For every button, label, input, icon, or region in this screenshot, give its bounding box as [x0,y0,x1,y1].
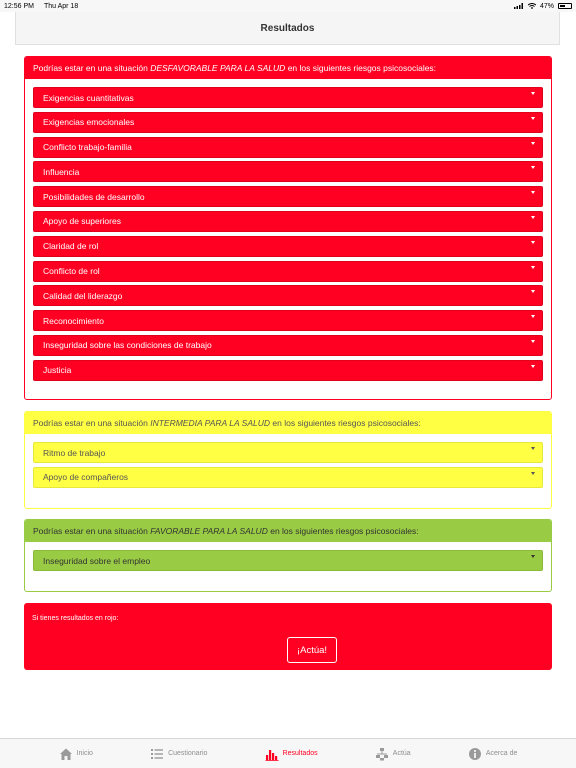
risk-item-label: Inseguridad sobre el empleo [43,555,151,566]
risk-item-label: Exigencias cuantitativas [43,92,134,103]
risk-item-label: Influencia [43,166,80,177]
favorable-heading [25,520,551,542]
status-right [514,3,572,10]
risk-item-label: Inseguridad sobre las condiciones de trabajo [43,340,212,351]
unfavorable-heading-emphasis: DESFAVORABLE PARA LA SALUD [150,63,286,73]
unfavorable-heading-suffix: en los siguientes riesgos psicosociales: [287,63,437,73]
unfavorable-heading-prefix: Podrías estar en una situación [33,63,148,73]
caret-down-icon [531,290,535,293]
risk-item-apoyo-companeros[interactable] [33,467,543,488]
favorable-heading-emphasis: FAVORABLE PARA LA SALUD [150,526,268,536]
risk-item-claridad-rol[interactable] [33,236,543,257]
act-callout [24,603,552,670]
risk-item-label: Conflicto trabajo-familia [43,142,132,153]
caret-down-icon [531,266,535,269]
tab-cuestionario[interactable] [150,747,207,761]
tab-inicio[interactable] [59,747,93,761]
risk-item-calidad-liderazgo[interactable] [33,285,543,306]
risk-item-apoyo-superiores[interactable] [33,211,543,232]
act-callout-message: Si tienes resultados en rojo: [32,615,119,622]
caret-down-icon [531,555,535,558]
risk-item-ritmo-trabajo[interactable] [33,442,543,463]
risk-item-exigencias-cuantitativas[interactable] [33,87,543,108]
intermediate-heading-emphasis: INTERMEDIA PARA LA SALUD [150,418,271,428]
risk-item-inseguridad-empleo[interactable] [33,550,543,571]
tab-label: Cuestionario [168,750,208,757]
favorable-list [25,542,551,571]
intermediate-panel [24,411,552,509]
caret-down-icon [531,315,535,318]
intermediate-list [25,434,551,488]
risk-item-posibilidades-desarrollo[interactable] [33,186,543,207]
risk-item-label: Apoyo de compañeros [43,472,129,483]
risk-item-justicia[interactable] [33,360,543,381]
caret-down-icon [531,365,535,368]
risk-item-conflicto-rol[interactable] [33,261,543,282]
favorable-heading-suffix: en los siguientes riesgos psicosociales: [270,526,419,536]
tab-label: Inicio [76,750,93,757]
caret-down-icon [531,166,535,169]
tab-label: Resultados [282,750,318,757]
status-bar [0,0,576,12]
battery-percent: 47% [539,2,554,10]
caret-down-icon [531,92,535,95]
risk-item-label: Calidad del liderazgo [43,290,123,301]
unfavorable-list [25,79,551,381]
nav-bar [15,12,560,45]
caret-down-icon [531,340,535,343]
caret-down-icon [531,241,535,244]
caret-down-icon [531,216,535,219]
status-time: 12:56 PM [4,2,34,10]
caret-down-icon [531,447,535,450]
risk-item-label: Ritmo de trabajo [43,447,106,458]
risk-item-label: Posibilidades de desarrollo [43,191,145,202]
list-icon [150,747,164,761]
risk-item-influencia[interactable] [33,161,543,182]
risk-item-label: Reconocimiento [43,315,104,326]
favorable-panel [24,519,552,592]
info-icon [468,747,482,761]
intermediate-heading-suffix: en los siguientes riesgos psicosociales: [272,418,421,428]
risk-item-label: Conflicto de rol [43,266,100,277]
status-date: Thu Apr 18 [43,2,79,10]
bar-chart-icon [265,747,279,761]
risk-item-exigencias-emocionales[interactable] [33,112,543,133]
unfavorable-panel [24,56,552,400]
intermediate-heading-prefix: Podrías estar en una situación [33,418,148,428]
caret-down-icon [531,472,535,475]
tab-label: Acerca de [485,750,518,757]
act-button[interactable]: ¡Actúa! [287,637,337,663]
tab-bar [0,738,576,768]
tab-label: Actúa [392,750,411,757]
tab-acerca-de[interactable] [468,747,518,761]
wifi-icon [528,3,536,9]
signal-icon [514,3,524,9]
risk-item-label: Justicia [43,365,72,376]
risk-item-reconocimiento[interactable] [33,310,543,331]
page-title: Resultados [260,22,315,34]
risk-item-label: Claridad de rol [43,241,99,252]
risk-item-inseguridad-condiciones[interactable] [33,335,543,356]
battery-icon [558,3,572,9]
tab-resultados[interactable] [265,747,318,761]
risk-item-label: Apoyo de superiores [43,216,121,227]
caret-down-icon [531,191,535,194]
caret-down-icon [531,142,535,145]
favorable-heading-prefix: Podrías estar en una situación [33,526,148,536]
caret-down-icon [531,117,535,120]
tab-actua[interactable] [375,747,411,761]
risk-item-label: Exigencias emocionales [43,117,135,128]
risk-item-conflicto-trabajo-familia[interactable] [33,137,543,158]
network-icon [375,747,389,761]
home-icon [59,747,73,761]
intermediate-heading [25,412,551,434]
unfavorable-heading [25,57,551,79]
